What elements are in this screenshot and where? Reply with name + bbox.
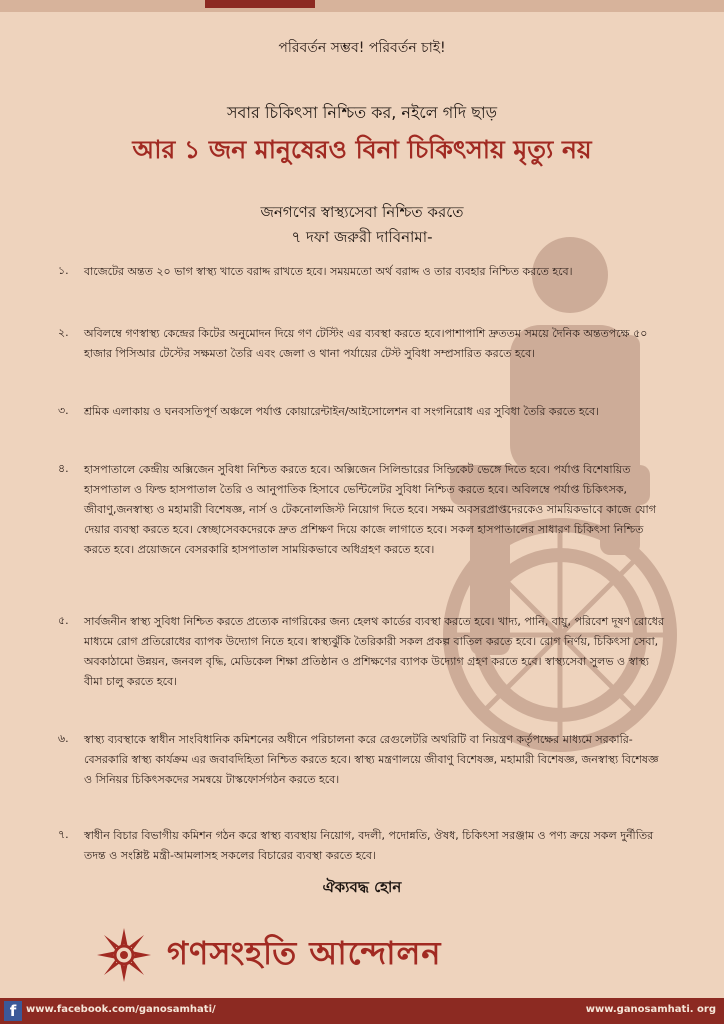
- demand-number: ৪.: [58, 462, 69, 475]
- main-headline: আর ১ জন মানুষেরও বিনা চিকিৎসায় মৃত্যু নয়: [132, 135, 592, 164]
- top-slogan: পরিবর্তন সম্ভব! পরিবর্তন চাই!: [278, 40, 446, 56]
- demands-title-line-1: জনগণের স্বাস্থ্যসেবা নিশ্চিত করতে: [260, 203, 464, 221]
- facebook-icon[interactable]: f: [4, 1001, 22, 1021]
- sub-headline: সবার চিকিৎসা নিশ্চিত কর, নইলে গদি ছাড়: [226, 103, 498, 122]
- demand-number: ৭.: [58, 828, 69, 841]
- facebook-link[interactable]: www.facebook.com/ganosamhati/: [26, 1004, 216, 1015]
- demand-text: সার্বজনীন স্বাস্থ্য সুবিধা নিশ্চিত করতে প্রত্যেক নাগরিকের জন্য হেলথ কার্ডের ব্যবস্থা করতে হবে। খাদ্য, পানি, বায়ু, পরিবেশ দূষণ রোধের মাধ্যমে রোগ প্রতিরোধের ব্যাপক উদ্যোগ নিতে হবে। স্বাস্থ্যঝুঁকি তৈরিকারী সকল প্রকল্প বাতিল করতে হবে। রোগ নির্ণয়, চিকিৎসা সেবা, অবকাঠামো উন্নয়ন, জনবল বৃদ্ধি, মেডিকেল শিক্ষা প্রতিষ্ঠান ও প্রশিক্ষণের ব্যাপক উদ্যোগ গ্রহণ করতে হবে। স্বাস্থ্যসেবা সুলভ ও স্বাস্থ্য বীমা চালু করতে হবে।: [84, 615, 665, 688]
- demand-text: অবিলম্বে গণস্বাস্থ্য কেন্দ্রের কিটের অনুমোদন দিয়ে গণ টেস্টিং এর ব্যবস্থা করতে হবে।পাশাপাশি দ্রুততম সময়ে দৈনিক অন্ততপক্ষে ৫০ হাজার পিসিআর টেস্টের সক্ষমতা তৈরি এবং জেলা ও থানা পর্যায়ের টেস্ট সুবিধা সম্প্রসারিত করতে হবে।: [84, 327, 648, 360]
- sun-star-logo-icon: [95, 926, 153, 984]
- demand-text: বাজেটের অন্তত ২০ ভাগ স্বাস্থ্য খাতে বরাদ্দ রাখতে হবে। সময়মতো অর্থ বরাদ্দ ও তার ব্যবহার নিশ্চিত করতে হবে।: [84, 265, 573, 278]
- organization-brand: [95, 925, 441, 985]
- demand-text: হাসপাতালে কেন্দ্রীয় অক্সিজেন সুবিধা নিশ্চিত করতে হবে। অক্সিজেন সিলিন্ডারের সিন্ডিকেট ভেঙ্গে দিতে হবে। পর্যাপ্ত বিশেষায়িত হাসপাতাল ও ফিল্ড হাসপাতাল তৈরি ও আনুপাতিক হিসাবে ভেন্টিলেটর সুবিধা নিশ্চিত করতে হবে। অবিলম্বে পর্যাপ্ত চিকিৎসক, জীবাণু,জনস্বাস্থ্য ও মহামারী বিশেষজ্ঞ, নার্স ও টেকনোলজিস্ট নিয়োগ দিতে হবে। সক্ষম অবসরপ্রাপ্তদেরকেও সাময়িকভাবে কাজে যোগ দেয়ার ব্যবস্থা করতে হবে। স্বেচ্ছাসেবকদেরকে দ্রুত প্রশিক্ষণ দিয়ে কাজে লাগাতে হবে। সকল হাসপাতালের সাধারণ চিকিৎসা নিশ্চিত করতে হবে। প্রয়োজনে বেসরকারি হাসপাতাল সাময়িকভাবে অধিগ্রহণ করতে হবে।: [84, 463, 656, 556]
- unity-slogan: ঐক্যবদ্ধ হোন: [322, 878, 402, 896]
- organization-name: গণসংহতি আন্দোলন: [167, 934, 442, 972]
- top-decor-accent: [205, 0, 315, 8]
- website-link[interactable]: www.ganosamhati. org: [585, 1004, 716, 1015]
- demand-text: স্বাস্থ্য ব্যবস্থাকে স্বাধীন সাংবিধানিক কমিশনের অধীনে পরিচালনা করে রেগুলেটরি অথরিটি বা নিয়ন্ত্রণ কর্তৃপক্ষের মাধ্যমে সরকারি-বেসরকারি স্বাস্থ্য কার্যক্রম এর জবাবদিহিতা নিশ্চিত করতে হবে। স্বাস্থ্য মন্ত্রণালয়ে জীবাণু বিশেষজ্ঞ, মহামারী বিশেষজ্ঞ, জনস্বাস্থ্য বিশেষজ্ঞ ও সিনিয়র চিকিৎসকদের সমন্বয়ে টাস্কফোর্সগঠন করতে হবে।: [84, 733, 659, 786]
- demands-title: [0, 200, 724, 250]
- footer-bar: [0, 998, 724, 1024]
- demand-number: ১.: [58, 264, 69, 277]
- demand-number: ৫.: [58, 614, 69, 627]
- demand-number: ৩.: [58, 404, 69, 417]
- demand-text: শ্রমিক এলাকায় ও ঘনবসতিপূর্ণ অঞ্চলে পর্যাপ্ত কোয়ারেন্টাইন/আইসোলেশন বা সংগনিরোধ এর সুবিধা তৈরি করতে হবে।: [84, 405, 600, 418]
- demands-title-line-2: ৭ দফা জরুরী দাবিনামা-: [291, 228, 433, 246]
- demand-text: স্বাধীন বিচার বিভাগীয় কমিশন গঠন করে স্বাস্থ্য ব্যবস্থায় নিয়োগ, বদলী, পদোন্নতি, ঔষধ, চিকিৎসা সরঞ্জাম ও পণ্য ক্রয়ে সকল দুর্নীতির তদন্ত ও সংশ্লিষ্ট মন্ত্রী-আমলাসহ সকলের বিচারের ব্যবস্থা করতে হবে।: [84, 829, 654, 862]
- demand-number: ২.: [58, 326, 69, 339]
- top-decor-bar: [0, 0, 724, 12]
- demand-number: ৬.: [58, 732, 69, 745]
